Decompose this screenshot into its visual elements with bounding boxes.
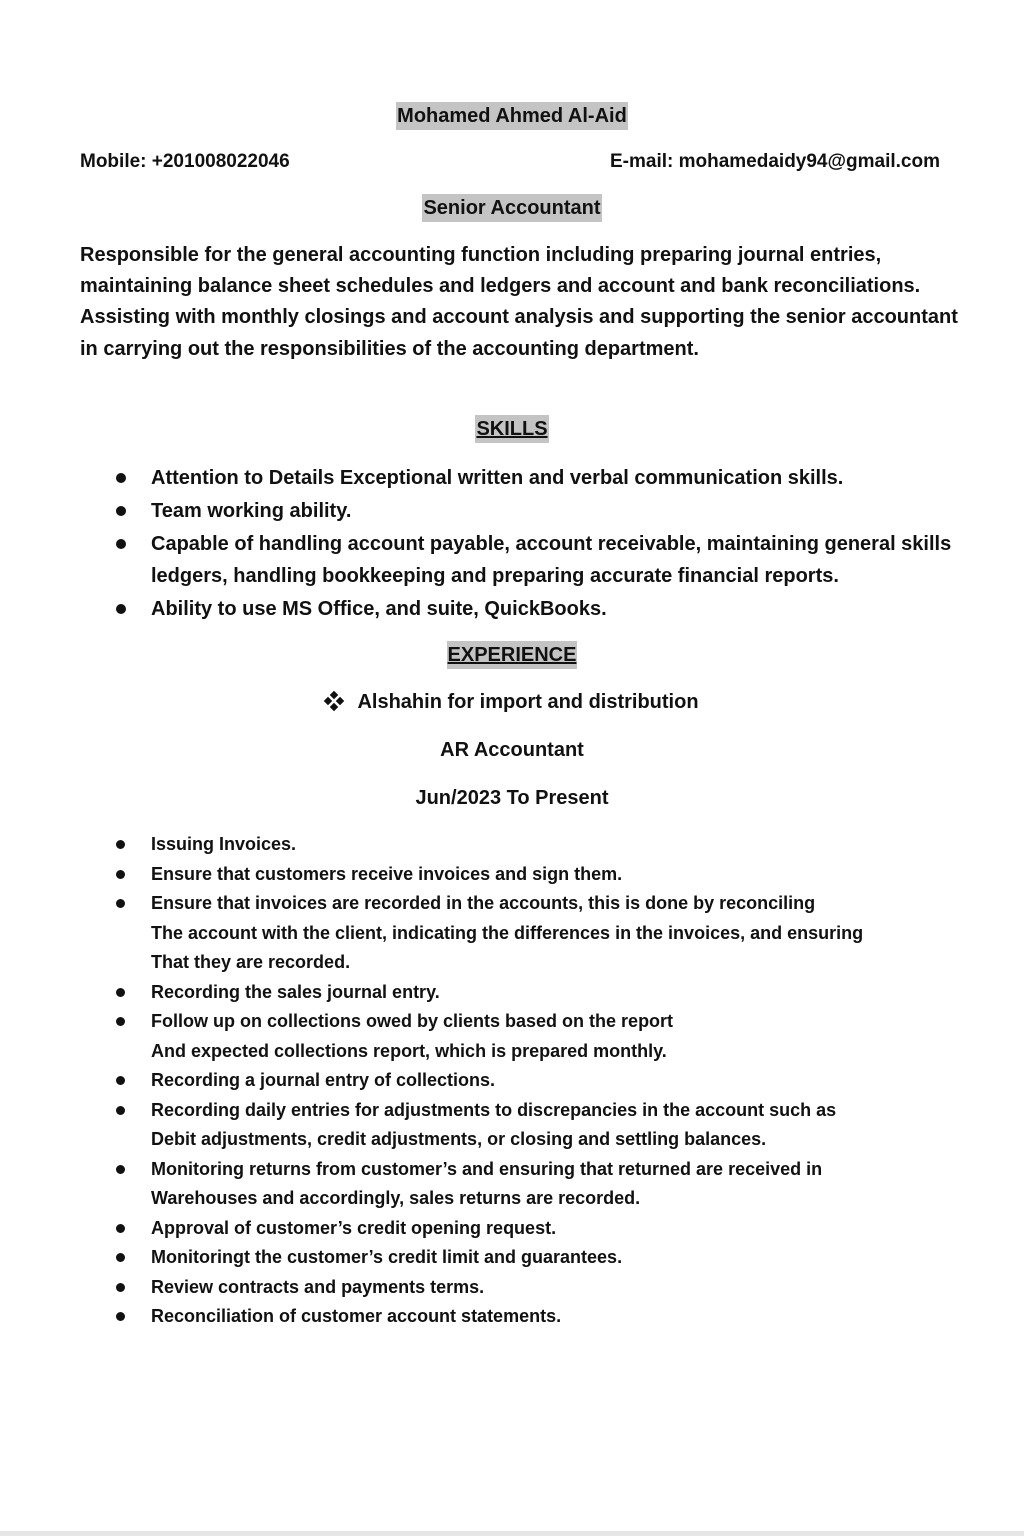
bullet-icon — [116, 1253, 125, 1262]
duty-item — [0, 1243, 1024, 1273]
duty-item — [0, 1096, 1024, 1155]
email-address: E-mail: mohamedaidy94@gmail.com — [609, 151, 940, 172]
duty-item-text: Ensure that customers receive invoices and sign them. — [151, 863, 623, 884]
experience-heading-line — [0, 641, 1024, 669]
duty-item-text: Issuing Invoices. — [151, 834, 297, 854]
employment-period: Jun/2023 To Present — [415, 787, 609, 809]
duty-item — [0, 1155, 1024, 1214]
duty-item — [0, 860, 1024, 890]
company-line — [0, 688, 1024, 716]
bullet-icon — [116, 473, 126, 483]
bullet-icon — [116, 539, 126, 549]
duty-item-text: Monitoring returns from customer’s and ensuring that returned are received in Warehouses and accordingly, sales returns are recorded. — [151, 1158, 823, 1208]
duty-item — [0, 1214, 1024, 1244]
four-diamond-bullet-icon — [325, 692, 343, 710]
bullet-icon — [116, 506, 126, 516]
bullet-icon — [116, 604, 126, 614]
skill-item-text: Ability to use MS Office, and suite, QuickBooks. — [151, 598, 607, 620]
duty-item-text: Approval of customer’s credit opening request. — [151, 1217, 557, 1238]
bullet-icon — [116, 1224, 125, 1233]
bullet-icon — [116, 1283, 125, 1292]
skills-list — [0, 462, 1024, 626]
bullet-icon — [116, 988, 125, 997]
duty-item-text: Follow up on collections owed by clients based on the report And expected collections report, which is prepared monthly. — [151, 1011, 674, 1061]
skill-item-text: Team working ability. — [151, 500, 352, 522]
skill-item-text: Capable of handling account payable, account receivable, maintaining general skills ledgers, handling bookkeeping and preparing accurate financial reports. — [151, 533, 952, 587]
experience-heading: EXPERIENCE — [447, 641, 578, 669]
bullet-icon — [116, 1106, 125, 1115]
duties-list — [0, 830, 1024, 1332]
bullet-icon — [116, 870, 125, 879]
skill-item — [0, 495, 1024, 527]
skills-heading-line — [0, 415, 1024, 443]
company-name: Alshahin for import and distribution — [357, 691, 699, 713]
bullet-icon — [116, 1017, 125, 1026]
duty-item-text: Recording a journal entry of collections. — [151, 1070, 496, 1090]
job-title-line — [0, 194, 1024, 222]
skill-item-text: Attention to Details Exceptional written and verbal communication skills. — [151, 467, 844, 489]
bullet-icon — [116, 840, 125, 849]
bullet-icon — [116, 1312, 125, 1321]
page-bottom-edge — [0, 1531, 1024, 1536]
skill-item — [0, 528, 1024, 592]
duty-item-text: Recording the sales journal entry. — [151, 981, 440, 1002]
bullet-icon — [116, 1165, 125, 1174]
duty-item — [0, 830, 1024, 860]
duty-item-text: Ensure that invoices are recorded in the accounts, this is done by reconciling The account with the client, indicating the differences in the invoices, and ensuring That they are recorded. — [151, 893, 864, 972]
bullet-icon — [116, 899, 125, 908]
duty-item-text: Reconciliation of customer account statements. — [151, 1306, 562, 1326]
role-title: AR Accountant — [440, 739, 584, 761]
duty-item — [0, 1066, 1024, 1096]
mobile-number: Mobile: +201008022046 — [80, 151, 290, 172]
candidate-name: Mohamed Ahmed Al-Aid — [396, 102, 628, 130]
skill-item — [0, 593, 1024, 625]
name-line — [0, 102, 1024, 130]
bullet-icon — [116, 1076, 125, 1085]
duty-item-text: Monitoringt the customer’s credit limit and guarantees. — [151, 1247, 623, 1267]
duty-item-text: Recording daily entries for adjustments to discrepancies in the account such as Debit adjustments, credit adjustments, or closing and settling balances. — [151, 1099, 837, 1149]
professional-summary: Responsible for the general accounting function including preparing journal entries, maintaining balance sheet schedules and ledgers and account and bank reconciliations. Assisting with monthly closings and account analysis and supporting the senior accountant in carrying out the responsibilities of the accounting department. — [80, 244, 958, 360]
skill-item — [0, 462, 1024, 494]
duty-item — [0, 978, 1024, 1008]
job-title: Senior Accountant — [422, 194, 601, 222]
duty-item — [0, 1007, 1024, 1066]
duty-item-text: Review contracts and payments terms. — [151, 1276, 485, 1297]
skills-heading: SKILLS — [475, 415, 548, 443]
duty-item — [0, 889, 1024, 978]
duty-item — [0, 1302, 1024, 1332]
duty-item — [0, 1273, 1024, 1303]
